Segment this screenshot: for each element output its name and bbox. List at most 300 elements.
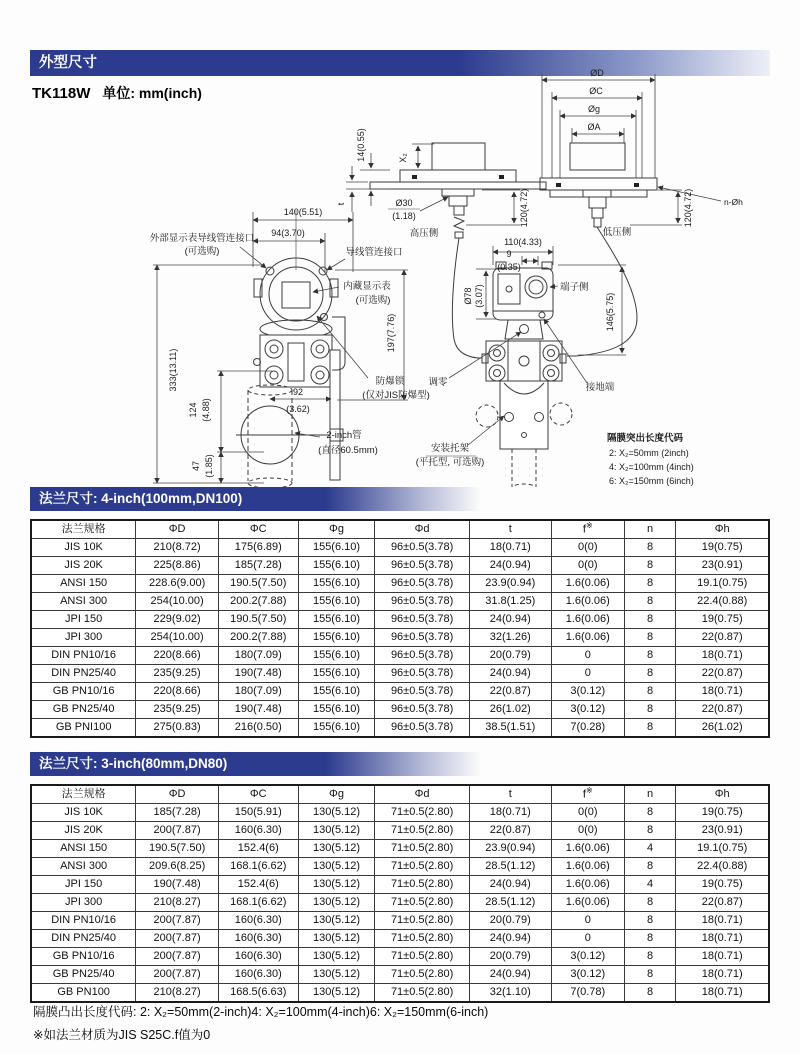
dimension-cell: 210(8.72) xyxy=(136,539,219,557)
table-row xyxy=(31,647,769,665)
section-bar-flange-4inch xyxy=(30,487,770,511)
drawing-label: 隔膜突出长度代码 xyxy=(607,433,684,444)
dimension-cell: 96±0.5(3.78) xyxy=(375,665,469,683)
dimension-cell: 23(0.91) xyxy=(676,557,769,575)
drawing-label: 防爆锁 xyxy=(375,376,405,387)
dimension-cell: 254(10.00) xyxy=(136,593,219,611)
drawing-label: 47 xyxy=(191,460,201,472)
column-header: t xyxy=(469,785,551,804)
dimension-cell: 155(6.10) xyxy=(298,701,375,719)
drawing-label: 安装托架 xyxy=(430,443,470,454)
table-row xyxy=(31,948,769,966)
dimension-cell: 96±0.5(3.78) xyxy=(375,593,469,611)
dimension-cell: 19(0.75) xyxy=(676,611,769,629)
dimension-cell: 19(0.75) xyxy=(676,876,769,894)
dimension-cell: 24(0.94) xyxy=(469,876,551,894)
dimension-cell: 0(0) xyxy=(551,804,624,822)
drawing-label: t xyxy=(336,202,346,206)
dimension-cell: 1.6(0.06) xyxy=(551,858,624,876)
dimension-cell: 130(5.12) xyxy=(298,858,375,876)
dimension-cell: 190(7.48) xyxy=(136,876,219,894)
dimension-cell: 3(0.12) xyxy=(551,948,624,966)
dimension-cell: 130(5.12) xyxy=(298,966,375,984)
dimension-cell: 235(9.25) xyxy=(136,701,219,719)
dimension-cell: 0(0) xyxy=(551,539,624,557)
drawing-label: (直径60.5mm) xyxy=(318,445,378,456)
drawing-label: (可选购) xyxy=(355,295,391,306)
column-header: Φg xyxy=(298,785,375,804)
dimension-cell: 24(0.94) xyxy=(469,930,551,948)
dimension-cell: 18(0.71) xyxy=(676,647,769,665)
drawing-label: (1.18) xyxy=(392,211,416,221)
dimension-cell: 7(0.78) xyxy=(551,984,624,1003)
dimension-cell: 0 xyxy=(551,647,624,665)
table-row xyxy=(31,984,769,1003)
flange-spec-cell: JPI 300 xyxy=(31,629,136,647)
column-header: Φh xyxy=(676,520,769,539)
dimension-cell: 160(6.30) xyxy=(218,948,298,966)
dimension-cell: 152.4(6) xyxy=(218,876,298,894)
dimension-cell: 190(7.48) xyxy=(218,701,298,719)
dimension-cell: 8 xyxy=(624,894,676,912)
dimension-cell: 22(0.87) xyxy=(676,629,769,647)
drawing-label: ØD xyxy=(590,68,604,78)
flange-spec-cell: JIS 10K xyxy=(31,804,136,822)
dimension-cell: 155(6.10) xyxy=(298,683,375,701)
flange-spec-cell: ANSI 150 xyxy=(31,575,136,593)
dimension-cell: 180(7.09) xyxy=(218,647,298,665)
dimension-cell: 130(5.12) xyxy=(298,930,375,948)
dimension-cell: 71±0.5(2.80) xyxy=(375,894,469,912)
column-header: Φd xyxy=(375,785,469,804)
dimension-cell: 96±0.5(3.78) xyxy=(375,539,469,557)
dimension-cell: 0 xyxy=(551,665,624,683)
dimension-cell: 19.1(0.75) xyxy=(676,840,769,858)
dimension-cell: 71±0.5(2.80) xyxy=(375,876,469,894)
dimension-cell: 19(0.75) xyxy=(676,804,769,822)
flange-spec-cell: DIN PN25/40 xyxy=(31,665,136,683)
dimension-cell: 160(6.30) xyxy=(218,822,298,840)
dimension-cell: 8 xyxy=(624,948,676,966)
dimension-cell: 8 xyxy=(624,539,676,557)
dimension-cell: 28.5(1.12) xyxy=(469,858,551,876)
flange-spec-cell: JPI 150 xyxy=(31,876,136,894)
dimension-cell: 155(6.10) xyxy=(298,719,375,738)
unit-label: 单位: mm(inch) xyxy=(102,85,202,101)
table-row xyxy=(31,894,769,912)
drawing-label: 120(4.72) xyxy=(683,188,693,228)
drawing-label: 14(0.55) xyxy=(356,128,366,162)
dimension-cell: 20(0.79) xyxy=(469,912,551,930)
drawing-labels xyxy=(150,68,743,486)
dimension-cell: 160(6.30) xyxy=(218,912,298,930)
dimension-cell: 209.6(8.25) xyxy=(136,858,219,876)
drawing-label: Øg xyxy=(587,104,601,114)
dimension-cell: 8 xyxy=(624,701,676,719)
dimension-cell: 168.1(6.62) xyxy=(218,858,298,876)
dimension-cell: 8 xyxy=(624,822,676,840)
dimension-cell: 18(0.71) xyxy=(676,948,769,966)
dimension-cell: 1.6(0.06) xyxy=(551,611,624,629)
flange-spec-cell: GB PNI100 xyxy=(31,719,136,738)
dimension-cell: 24(0.94) xyxy=(469,665,551,683)
drawing-label: Ø78 xyxy=(463,287,473,305)
table-row xyxy=(31,822,769,840)
flange-spec-cell: GB PN100 xyxy=(31,984,136,1003)
dimension-cell: 19.1(0.75) xyxy=(676,575,769,593)
dimension-cell: 200(7.87) xyxy=(136,912,219,930)
dimension-cell: 130(5.12) xyxy=(298,894,375,912)
flange-spec-cell: ANSI 300 xyxy=(31,858,136,876)
dimension-cell: 96±0.5(3.78) xyxy=(375,557,469,575)
dimension-cell: 18(0.71) xyxy=(469,804,551,822)
dimension-cell: 20(0.79) xyxy=(469,647,551,665)
dimension-cell: 155(6.10) xyxy=(298,647,375,665)
dimension-cell: 8 xyxy=(624,665,676,683)
column-header: ΦD xyxy=(136,520,219,539)
table-row xyxy=(31,629,769,647)
drawing-label: 9 xyxy=(506,249,512,259)
terminal-side-drawing xyxy=(476,262,572,487)
dimension-cell: 28.5(1.12) xyxy=(469,894,551,912)
dimension-cell: 1.6(0.06) xyxy=(551,840,624,858)
low-pressure-side-drawing xyxy=(540,143,657,356)
dimension-cell: 22.4(0.88) xyxy=(676,593,769,611)
dimension-cell: 8 xyxy=(624,611,676,629)
dimension-cell: 200(7.87) xyxy=(136,822,219,840)
dimension-cell: 0 xyxy=(551,930,624,948)
dimension-cell: 220(8.66) xyxy=(136,647,219,665)
flange-table-3inch xyxy=(30,784,770,1003)
dimension-cell: 96±0.5(3.78) xyxy=(375,701,469,719)
dimension-cell: 220(8.66) xyxy=(136,683,219,701)
dimension-cell: 22.4(0.88) xyxy=(676,858,769,876)
dimension-cell: 8 xyxy=(624,683,676,701)
dimension-cell: 8 xyxy=(624,930,676,948)
dimension-cell: 216(0.50) xyxy=(218,719,298,738)
dimension-cell: 38.5(1.51) xyxy=(469,719,551,738)
column-header: ΦC xyxy=(218,520,298,539)
dimension-cell: 275(0.83) xyxy=(136,719,219,738)
column-header: n xyxy=(624,785,676,804)
drawing-label: (平托型, 可选购) xyxy=(415,457,485,468)
flange-spec-cell: GB PN10/16 xyxy=(31,683,136,701)
dimension-cell: 200(7.87) xyxy=(136,966,219,984)
dimension-cell: 130(5.12) xyxy=(298,984,375,1003)
table-row xyxy=(31,840,769,858)
column-header: Φh xyxy=(676,785,769,804)
dimension-cell: 71±0.5(2.80) xyxy=(375,912,469,930)
drawing-label: 2: X₂=50mm (2inch) xyxy=(609,448,689,458)
column-header: n xyxy=(624,520,676,539)
dimension-cell: 24(0.94) xyxy=(469,966,551,984)
dimension-cell: 1.6(0.06) xyxy=(551,575,624,593)
drawing-label: 4: X₂=100mm (4inch) xyxy=(609,462,694,472)
dimension-cell: 18(0.71) xyxy=(676,966,769,984)
dimension-cell: 160(6.30) xyxy=(218,966,298,984)
dimension-cell: 0 xyxy=(551,912,624,930)
flange-3inch-title: 法兰尺寸: 3-inch(80mm,DN80) xyxy=(39,756,228,771)
table-header-row xyxy=(31,785,769,804)
column-header: f※ xyxy=(551,520,624,539)
drawing-label: 2-inch管 xyxy=(326,430,362,441)
table-row xyxy=(31,912,769,930)
dimension-cell: 210(8.27) xyxy=(136,984,219,1003)
dimension-cell: 71±0.5(2.80) xyxy=(375,948,469,966)
dimension-cell: 3(0.12) xyxy=(551,683,624,701)
dimension-cell: 1.6(0.06) xyxy=(551,876,624,894)
dimension-cell: 8 xyxy=(624,804,676,822)
flange-table-4inch xyxy=(30,519,770,738)
column-header: ΦC xyxy=(218,785,298,804)
dimension-cell: 0(0) xyxy=(551,822,624,840)
drawing-label: ØA xyxy=(587,122,601,132)
drawing-label: (1.85) xyxy=(204,454,214,478)
table-row xyxy=(31,858,769,876)
column-header: 法兰规格 xyxy=(31,520,136,539)
dimension-cell: 4 xyxy=(624,876,676,894)
dimension-cell: 22(0.87) xyxy=(676,665,769,683)
dimension-cell: 155(6.10) xyxy=(298,665,375,683)
technical-drawing xyxy=(30,65,770,487)
drawing-label: (3.62) xyxy=(286,404,310,414)
dimension-cell: 96±0.5(3.78) xyxy=(375,575,469,593)
dimension-cell: 229(9.02) xyxy=(136,611,219,629)
dimension-cell: 155(6.10) xyxy=(298,629,375,647)
flange-4inch-title: 法兰尺寸: 4-inch(100mm,DN100) xyxy=(39,491,243,506)
drawing-label: (4.88) xyxy=(201,398,211,422)
dimension-cell: 96±0.5(3.78) xyxy=(375,647,469,665)
table-row xyxy=(31,665,769,683)
drawing-label: 140(5.51) xyxy=(283,207,323,217)
dimension-cell: 20(0.79) xyxy=(469,948,551,966)
dimension-cell: 96±0.5(3.78) xyxy=(375,683,469,701)
flange-spec-cell: GB PN10/16 xyxy=(31,948,136,966)
dimension-cell: 190.5(7.50) xyxy=(136,840,219,858)
dimension-cell: 18(0.71) xyxy=(676,984,769,1003)
dimension-cell: 130(5.12) xyxy=(298,876,375,894)
dimension-cell: 175(6.89) xyxy=(218,539,298,557)
dimension-cell: 23.9(0.94) xyxy=(469,575,551,593)
dimension-cell: 8 xyxy=(624,912,676,930)
flange-spec-cell: JIS 10K xyxy=(31,539,136,557)
flange-spec-cell: DIN PN10/16 xyxy=(31,647,136,665)
table-row xyxy=(31,611,769,629)
table-row xyxy=(31,719,769,738)
table-row xyxy=(31,593,769,611)
dimension-cell: 1.6(0.06) xyxy=(551,629,624,647)
dimension-cell: 32(1.10) xyxy=(469,984,551,1003)
flange-spec-cell: JPI 150 xyxy=(31,611,136,629)
dimension-cell: 71±0.5(2.80) xyxy=(375,930,469,948)
dimension-cell: 1.6(0.06) xyxy=(551,894,624,912)
dimension-cell: 0(0) xyxy=(551,557,624,575)
dimension-cell: 18(0.71) xyxy=(469,539,551,557)
table-row xyxy=(31,683,769,701)
dimension-cell: 22(0.87) xyxy=(676,701,769,719)
dimension-cell: 18(0.71) xyxy=(676,930,769,948)
dimension-cell: 23.9(0.94) xyxy=(469,840,551,858)
table-row xyxy=(31,701,769,719)
dimension-cell: 160(6.30) xyxy=(218,930,298,948)
drawing-label: Ø30 xyxy=(395,198,413,208)
dimension-cell: 71±0.5(2.80) xyxy=(375,966,469,984)
dimension-cell: 155(6.10) xyxy=(298,611,375,629)
dimension-cell: 4 xyxy=(624,840,676,858)
dimension-cell: 31.8(1.25) xyxy=(469,593,551,611)
dimension-cell: 18(0.71) xyxy=(676,912,769,930)
dimension-cell: 71±0.5(2.80) xyxy=(375,858,469,876)
dimension-lines xyxy=(153,74,721,483)
drawing-label: 内藏显示表 xyxy=(343,281,391,292)
drawing-label: 高压侧 xyxy=(409,228,439,239)
flange-spec-cell: GB PN25/40 xyxy=(31,966,136,984)
dimension-cell: 130(5.12) xyxy=(298,948,375,966)
dimension-cell: 180(7.09) xyxy=(218,683,298,701)
dimension-cell: 22(0.87) xyxy=(469,683,551,701)
dimension-cell: 130(5.12) xyxy=(298,912,375,930)
drawing-label: 110(4.33) xyxy=(504,237,542,247)
drawing-label: 接地端 xyxy=(585,382,615,393)
dimension-cell: 32(1.26) xyxy=(469,629,551,647)
dimension-cell: 190.5(7.50) xyxy=(218,611,298,629)
table-row xyxy=(31,804,769,822)
dimension-cell: 152.4(6) xyxy=(218,840,298,858)
dimension-cell: 228.6(9.00) xyxy=(136,575,219,593)
drawing-label: 124 xyxy=(188,402,198,418)
drawing-label: 146(5.75) xyxy=(605,292,615,332)
dimension-cell: 254(10.00) xyxy=(136,629,219,647)
dimension-cell: 185(7.28) xyxy=(136,804,219,822)
dimension-cell: 168.1(6.62) xyxy=(218,894,298,912)
dimension-cell: 190(7.48) xyxy=(218,665,298,683)
dimension-cell: 3(0.12) xyxy=(551,966,624,984)
dimension-cell: 150(5.91) xyxy=(218,804,298,822)
footnote-flange-material: ※如法兰材质为JIS S25C.f值为0 xyxy=(33,1028,211,1042)
dimension-cell: 8 xyxy=(624,575,676,593)
dimension-cell: 26(1.02) xyxy=(676,719,769,738)
dimension-cell: 23(0.91) xyxy=(676,822,769,840)
drawing-label: 低压侧 xyxy=(602,227,632,238)
column-header: 法兰规格 xyxy=(31,785,136,804)
dimension-cell: 7(0.28) xyxy=(551,719,624,738)
dimension-cell: 185(7.28) xyxy=(218,557,298,575)
drawing-label: n-Øh xyxy=(724,197,743,207)
dimension-cell: 155(6.10) xyxy=(298,593,375,611)
dimension-cell: 8 xyxy=(624,858,676,876)
dimension-cell: 130(5.12) xyxy=(298,840,375,858)
dimension-cell: 200.2(7.88) xyxy=(218,629,298,647)
table-row xyxy=(31,557,769,575)
dimension-cell: 22(0.87) xyxy=(469,822,551,840)
column-header: f※ xyxy=(551,785,624,804)
dimension-cell: 24(0.94) xyxy=(469,611,551,629)
column-header: Φg xyxy=(298,520,375,539)
drawing-label: 197(7.76) xyxy=(386,313,396,353)
column-header: Φd xyxy=(375,520,469,539)
drawing-label: 外部显示表导线管连接口 xyxy=(149,233,255,244)
drawing-label: (3.07) xyxy=(474,284,484,308)
dimension-cell: 8 xyxy=(624,966,676,984)
flange-spec-cell: JIS 20K xyxy=(31,822,136,840)
dimension-cell: 200(7.87) xyxy=(136,948,219,966)
flange-spec-cell: DIN PN10/16 xyxy=(31,912,136,930)
dimension-cell: 8 xyxy=(624,719,676,738)
table-row xyxy=(31,539,769,557)
dimension-cell: 96±0.5(3.78) xyxy=(375,629,469,647)
dimension-cell: 8 xyxy=(624,647,676,665)
dimension-cell: 130(5.12) xyxy=(298,804,375,822)
drawing-label: 调零 xyxy=(428,377,448,388)
dimension-cell: 71±0.5(2.80) xyxy=(375,840,469,858)
drawing-label: 端子侧 xyxy=(560,282,589,293)
drawing-label: 333(13.11) xyxy=(168,348,178,392)
drawing-label: X₂ xyxy=(398,153,408,163)
dimension-cell: 8 xyxy=(624,593,676,611)
dimension-cell: 190.5(7.50) xyxy=(218,575,298,593)
drawing-label: 导线管连接口 xyxy=(345,247,403,258)
table-header-row xyxy=(31,520,769,539)
flange-spec-cell: ANSI 300 xyxy=(31,593,136,611)
drawing-label: 6: X₂=150mm (6inch) xyxy=(609,476,694,486)
dimension-cell: 71±0.5(2.80) xyxy=(375,804,469,822)
dimension-cell: 18(0.71) xyxy=(676,683,769,701)
dimension-cell: 26(1.02) xyxy=(469,701,551,719)
dimension-cell: 8 xyxy=(624,629,676,647)
dimension-cell: 96±0.5(3.78) xyxy=(375,719,469,738)
dimension-cell: 8 xyxy=(624,984,676,1003)
dimension-cell: 8 xyxy=(624,557,676,575)
drawing-label: (可选购) xyxy=(184,246,220,257)
drawing-label: 120(4.72) xyxy=(519,188,529,228)
dimension-cell: 168.5(6.63) xyxy=(218,984,298,1003)
model-number: TK118W xyxy=(32,85,91,102)
dimension-cell: 210(8.27) xyxy=(136,894,219,912)
dimension-cell: 155(6.10) xyxy=(298,539,375,557)
section-bar-flange-3inch xyxy=(30,752,770,776)
dimension-cell: 22(0.87) xyxy=(676,894,769,912)
outline-dimensions-title: 外型尺寸 xyxy=(39,55,97,71)
column-header: ΦD xyxy=(136,785,219,804)
dimension-cell: 19(0.75) xyxy=(676,539,769,557)
dimension-cell: 200.2(7.88) xyxy=(218,593,298,611)
dimension-cell: 155(6.10) xyxy=(298,557,375,575)
drawing-label: ØC xyxy=(589,86,603,96)
dimension-cell: 235(9.25) xyxy=(136,665,219,683)
dimension-cell: 130(5.12) xyxy=(298,822,375,840)
drawing-label: (仅对JIS防爆型) xyxy=(362,390,430,401)
table-row xyxy=(31,966,769,984)
table-row xyxy=(31,930,769,948)
dimension-cell: 3(0.12) xyxy=(551,701,624,719)
dimension-cell: 71±0.5(2.80) xyxy=(375,984,469,1003)
drawing-label: (0.35) xyxy=(497,262,521,272)
flange-spec-cell: DIN PN25/40 xyxy=(31,930,136,948)
flange-spec-cell: ANSI 150 xyxy=(31,840,136,858)
table-row xyxy=(31,575,769,593)
drawing-label: 94(3.70) xyxy=(271,228,305,238)
dimension-cell: 1.6(0.06) xyxy=(551,593,624,611)
footnote-diaphragm-codes: 隔膜凸出长度代码: 2: X₂=50mm(2-inch)4: X₂=100mm(4-inch)6: X₂=150mm(6-inch) xyxy=(33,1005,489,1019)
flange-spec-cell: GB PN25/40 xyxy=(31,701,136,719)
dimension-cell: 71±0.5(2.80) xyxy=(375,822,469,840)
flange-spec-cell: JPI 300 xyxy=(31,894,136,912)
dimension-cell: 200(7.87) xyxy=(136,930,219,948)
table-row xyxy=(31,876,769,894)
dimension-cell: 155(6.10) xyxy=(298,575,375,593)
flange-spec-cell: JIS 20K xyxy=(31,557,136,575)
dimension-cell: 24(0.94) xyxy=(469,557,551,575)
